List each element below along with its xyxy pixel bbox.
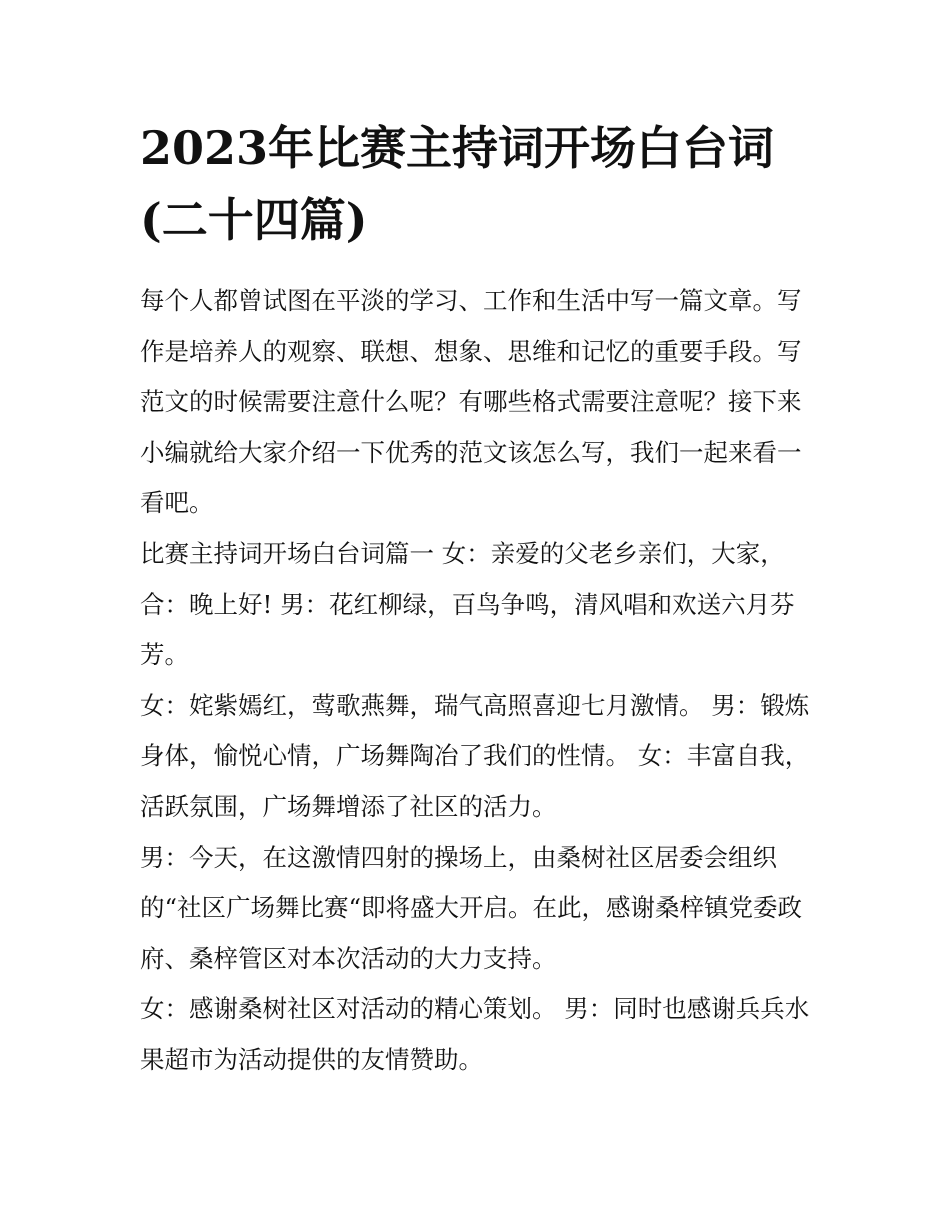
document-body (140, 276, 820, 1086)
paragraph-dialogue-1: 女：姹紫嫣红，莺歌燕舞，瑞气高照喜迎七月激情。 男：锻炼身体，愉悦心情，广场舞陶冶了我们的性情。 女：丰富自我，活跃氛围，广场舞增添了社区的活力。 (140, 690, 810, 821)
paragraph-opening: 比赛主持词开场白台词篇一 女：亲爱的父老乡亲们，大家，合：晚上好! 男：花红柳绿，百鸟争鸣，清风唱和欢送六月芬芳。 (140, 538, 795, 670)
paragraph-dialogue-3: 女：感谢桑树社区对活动的精心策划。 男：同时也感谢兵兵水果超市为活动提供的友情赞助。 (140, 994, 810, 1074)
document-title: 2023年比赛主持词开场白台词(二十四篇) (140, 121, 775, 247)
paragraph-intro: 每个人都曾试图在平淡的学习、工作和生活中写一篇文章。写作是培养人的观察、联想、想象、思维和记忆的重要手段。写范文的时候需要注意什么呢？有哪些格式需要注意呢？接下来小编就给大家介绍一下优秀的范文该怎么写，我们一起来看一看吧。 (140, 286, 802, 518)
paragraph-dialogue-2: 男：今天，在这激情四射的操场上，由桑树社区居委会组织的“社区广场舞比赛“即将盛大开启。在此，感谢桑梓镇党委政府、桑梓管区对本次活动的大力支持。 (140, 842, 803, 973)
